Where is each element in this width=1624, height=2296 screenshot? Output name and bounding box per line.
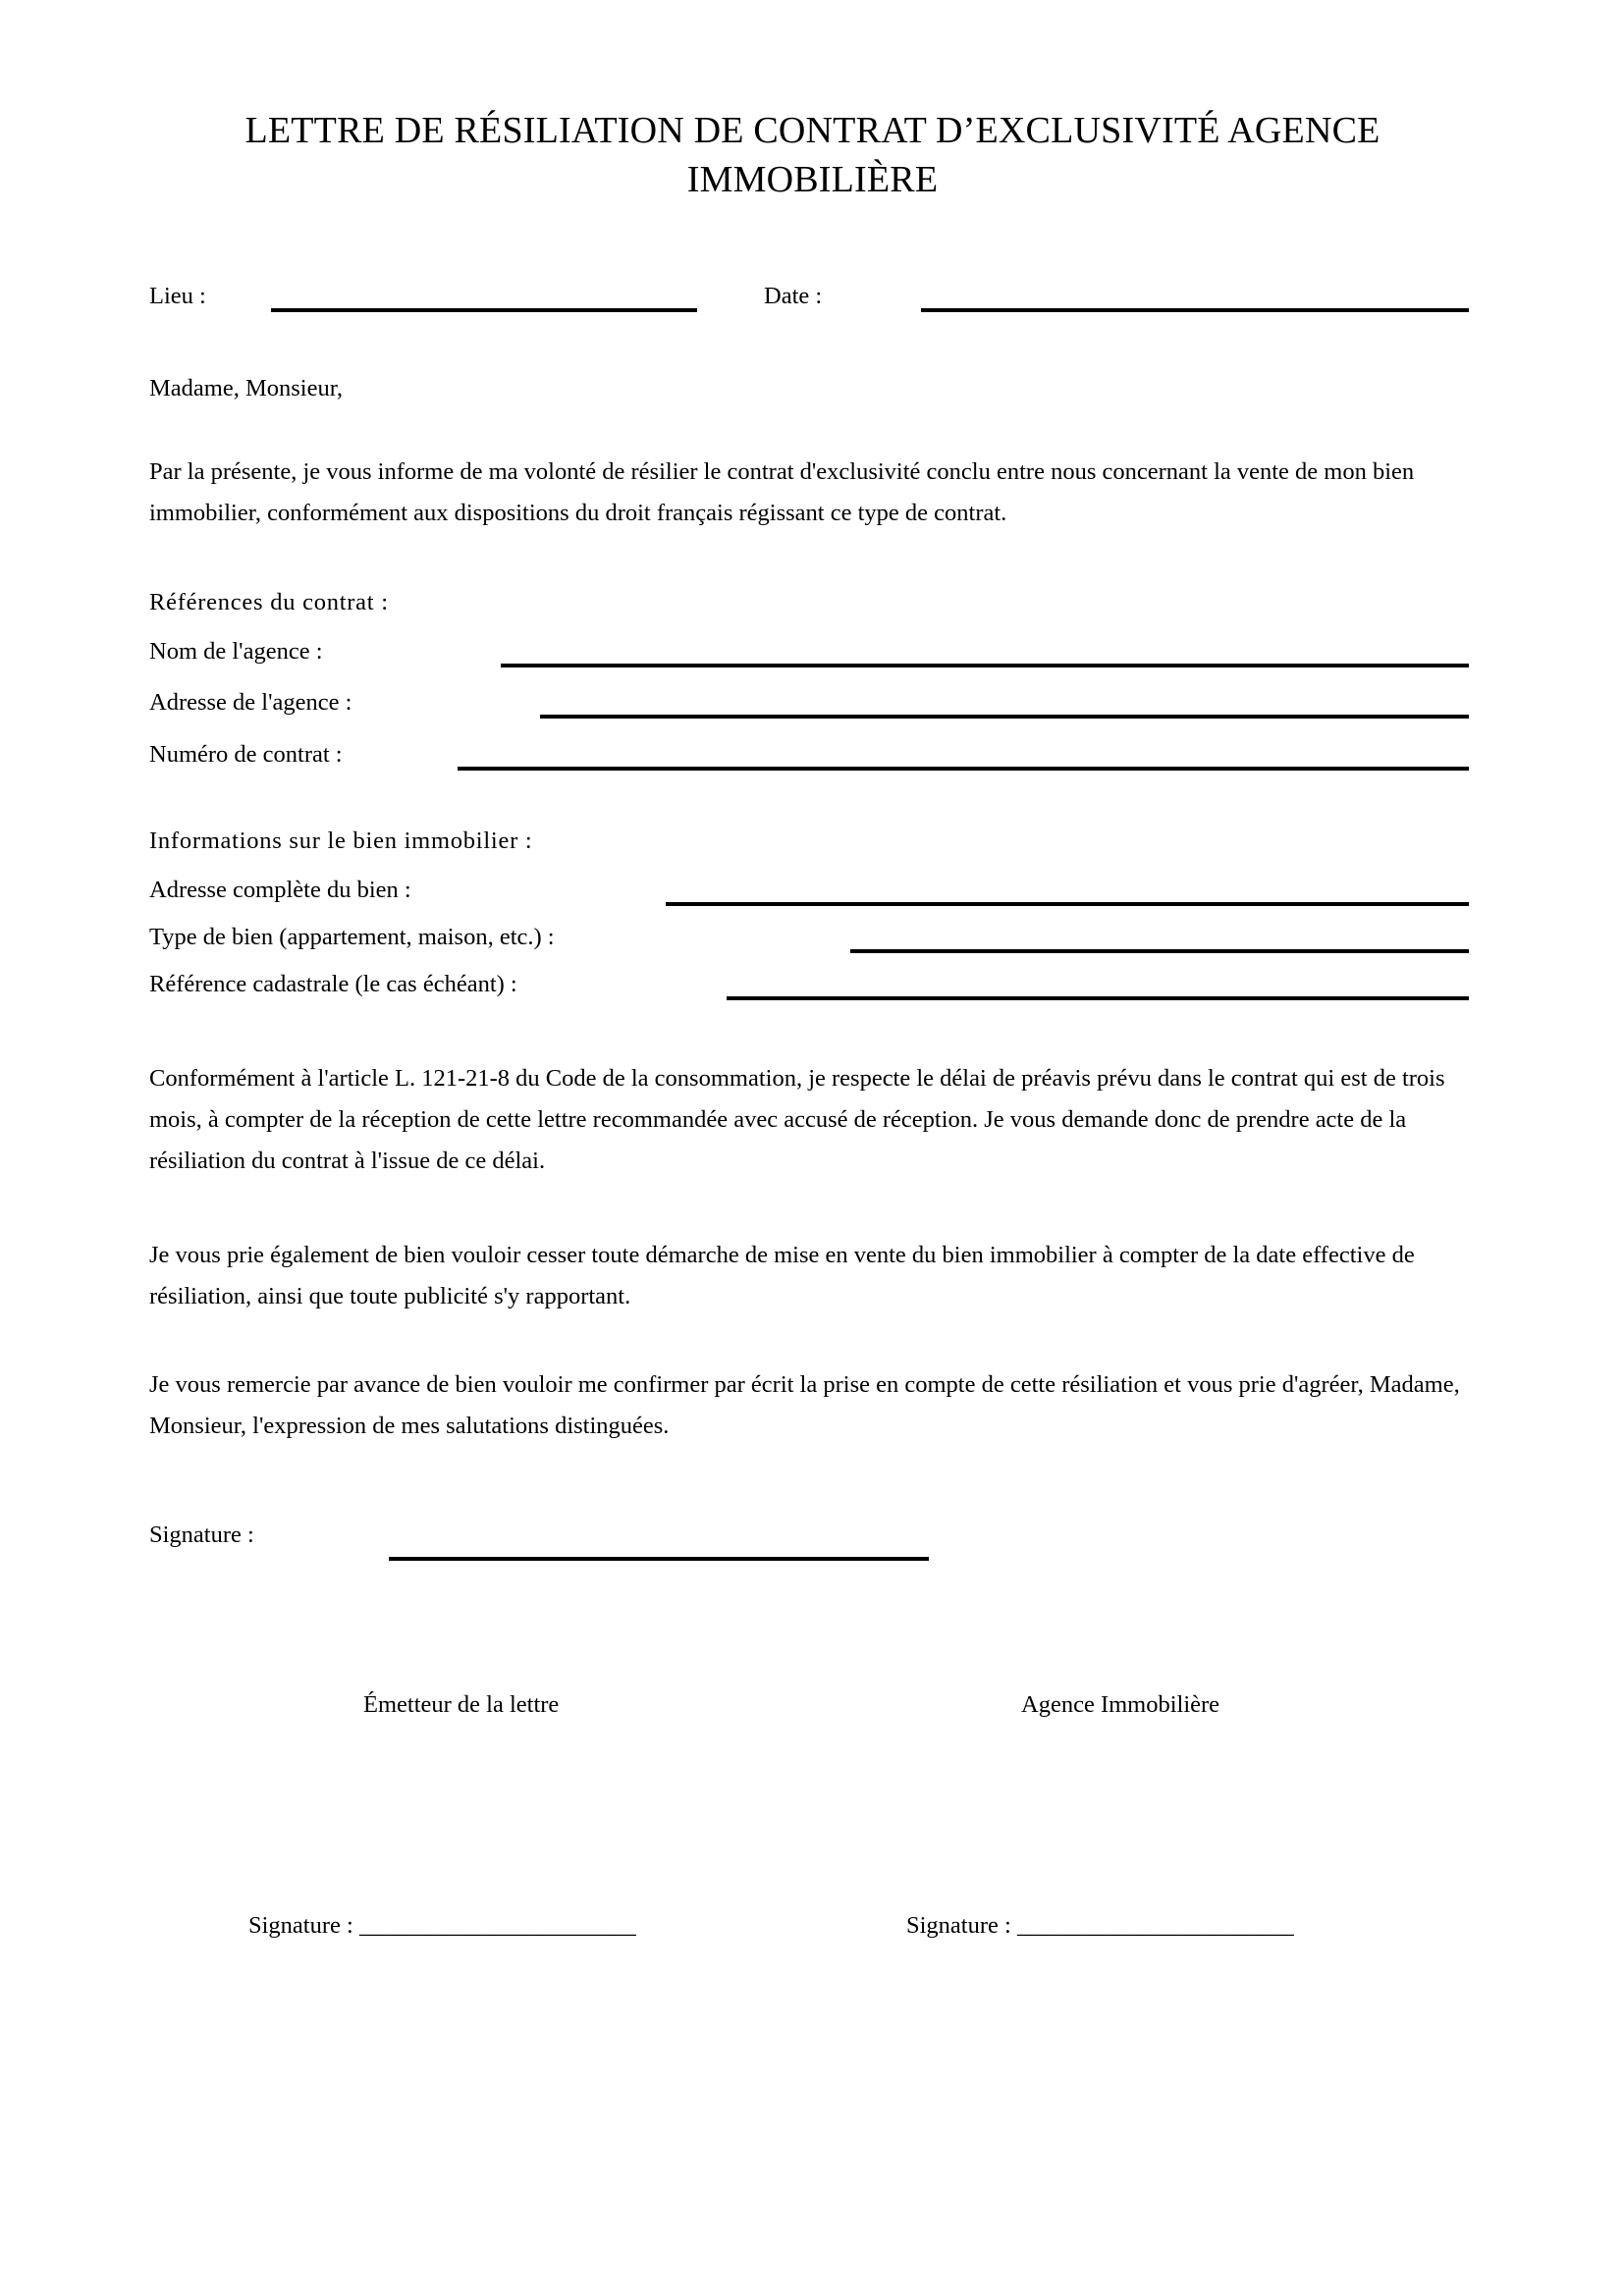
- salutation: Madame, Monsieur,: [149, 375, 344, 401]
- cease-marketing-paragraph: Je vous prie également de bien vouloir cesser toute démarche de mise en vente du bien immobilier à compter de la date effective de résiliation, ainsi que toute publicité s'y rapportant.: [149, 1242, 1415, 1309]
- agency-address-label: Adresse de l'agence :: [149, 689, 352, 716]
- signature-input-rule[interactable]: [389, 1557, 929, 1561]
- sender-block-caption: Émetteur de la lettre: [363, 1691, 560, 1718]
- sender-signature-blank[interactable]: _______________________: [358, 1912, 636, 1939]
- property-type-input-rule[interactable]: [850, 949, 1469, 953]
- agency-name-input-rule[interactable]: [501, 664, 1469, 667]
- signature-label: Signature :: [149, 1522, 254, 1548]
- notice-period-paragraph: Conformément à l'article L. 121-21-8 du Code de la consommation, je respecte le délai de préavis prévu dans le contrat qui est de trois mois, à compter de la réception de cette lettre recommandée avec accusé de réception. Je vous demande donc de prendre acte de la résiliation du contrat à l'issue de ce délai.: [149, 1065, 1445, 1174]
- closing-paragraph: Je vous remercie par avance de bien vouloir me confirmer par écrit la prise en compte de cette résiliation et vous prie d'agréer, Madame, Monsieur, l'expression de mes salutations distinguées.: [149, 1371, 1460, 1439]
- sender-signature-line[interactable]: [248, 1912, 636, 1940]
- cadastral-reference-label: Référence cadastrale (le cas échéant) :: [149, 971, 517, 997]
- property-address-input-rule[interactable]: [666, 902, 1469, 906]
- sender-signature-label: Signature :: [248, 1912, 359, 1939]
- agency-name-label: Nom de l'agence :: [149, 638, 323, 665]
- property-type-label: Type de bien (appartement, maison, etc.) :: [149, 924, 555, 950]
- agency-address-input-rule[interactable]: [540, 715, 1469, 719]
- place-input-rule[interactable]: [271, 308, 697, 312]
- property-section-heading: Informations sur le bien immobilier :: [149, 828, 533, 854]
- contract-number-label: Numéro de contrat :: [149, 741, 343, 768]
- agency-block-caption: Agence Immobilière: [1021, 1691, 1220, 1718]
- date-label: Date :: [764, 283, 823, 309]
- date-input-rule[interactable]: [921, 308, 1469, 312]
- agency-signature-blank[interactable]: _______________________: [1016, 1912, 1294, 1939]
- cadastral-reference-input-rule[interactable]: [727, 996, 1469, 1000]
- agency-signature-label: Signature :: [906, 1912, 1017, 1939]
- intro-paragraph: Par la présente, je vous informe de ma volonté de résilier le contrat d'exclusivité conclu entre nous concernant la vente de mon bien immobilier, conformément aux dispositions du droit français régissant ce type de contrat.: [149, 458, 1415, 526]
- agency-signature-line[interactable]: [906, 1912, 1294, 1940]
- page-title: LETTRE DE RÉSILIATION DE CONTRAT D’EXCLUSIVITÉ AGENCE IMMOBILIÈRE: [244, 110, 1380, 201]
- contract-section-heading: Références du contrat :: [149, 589, 389, 615]
- place-label: Lieu :: [149, 283, 206, 309]
- contract-number-input-rule[interactable]: [458, 767, 1469, 771]
- property-address-label: Adresse complète du bien :: [149, 877, 411, 903]
